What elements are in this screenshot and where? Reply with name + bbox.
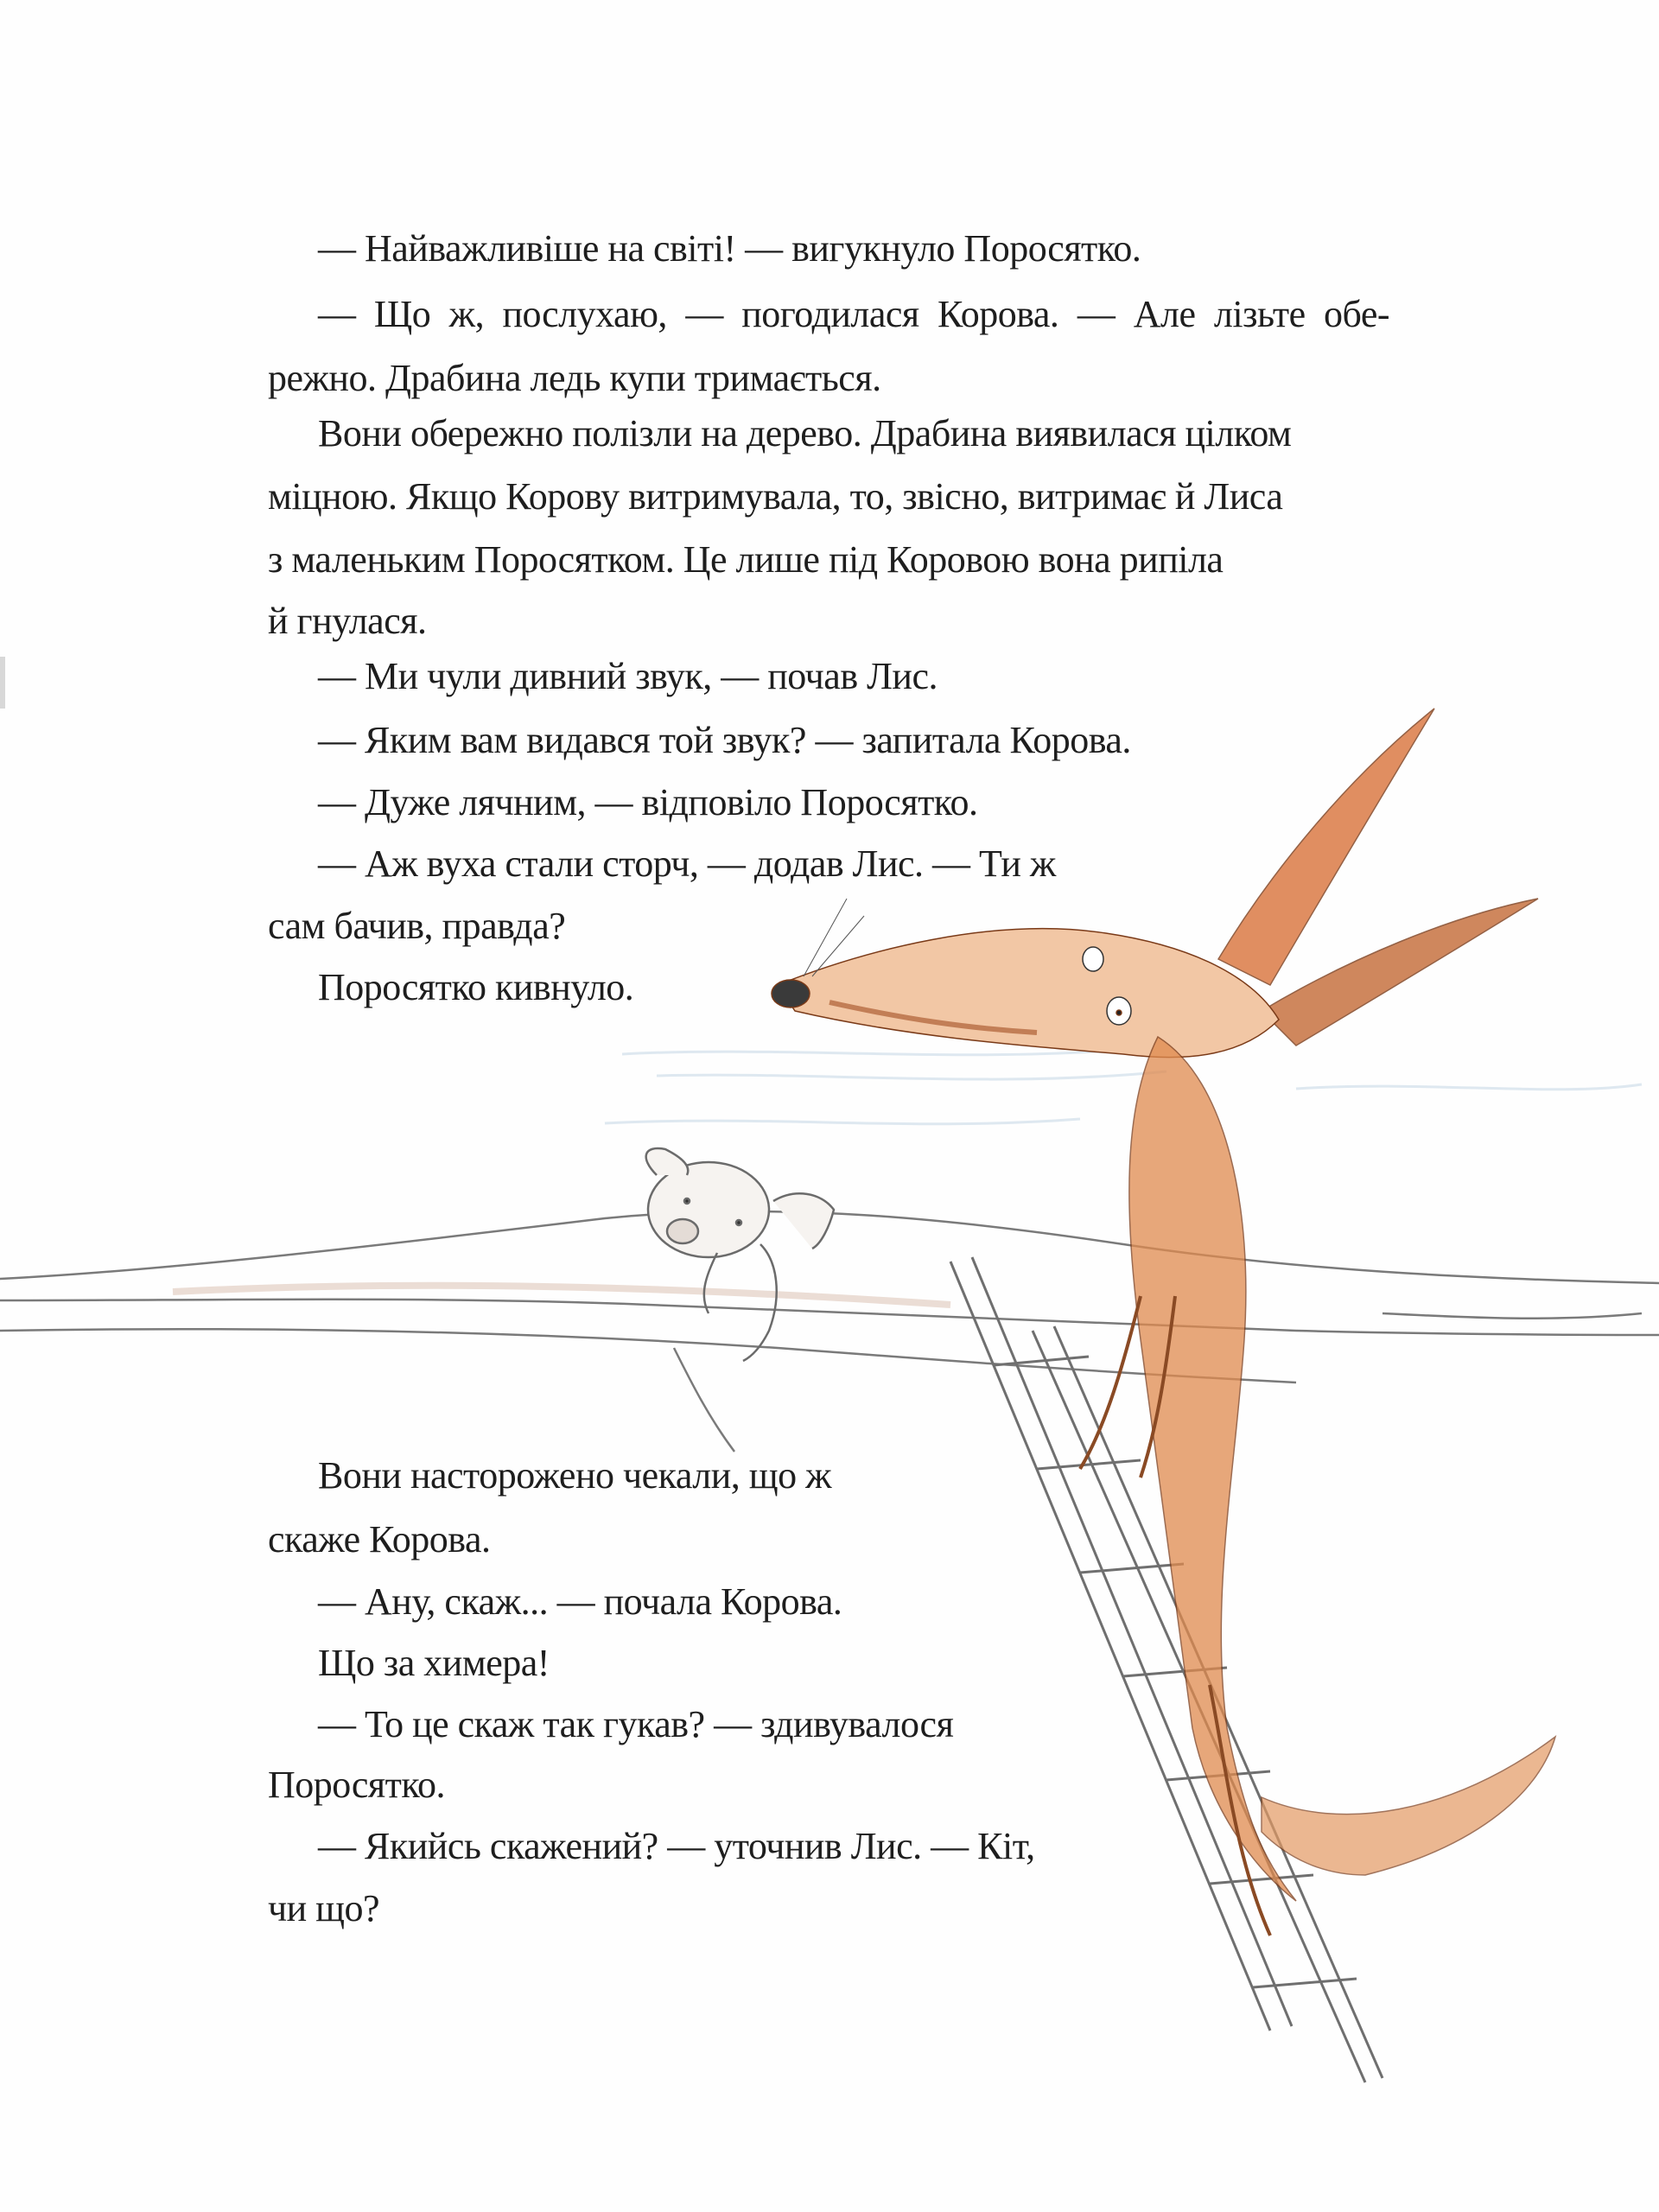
branch-tint bbox=[173, 1286, 950, 1305]
paragraph-line: чи що? bbox=[268, 1887, 380, 1929]
paragraph-line: Вони обережно полізли на дерево. Драбина виявилася цілком bbox=[318, 412, 1292, 454]
paragraph-line: Поросятко. bbox=[268, 1764, 446, 1806]
sky-strokes bbox=[605, 1050, 1642, 1124]
paragraph-line: й гнулася. bbox=[268, 600, 427, 642]
paragraph-line: — Дуже лячним, — відповіло Поросятко. bbox=[318, 781, 978, 823]
paragraph-line: — Яким вам видався той звук? — запитала Корова. bbox=[318, 719, 1131, 761]
paragraph-line: — Ану, скаж... — почала Корова. bbox=[318, 1580, 842, 1623]
tree-branch bbox=[0, 1211, 1659, 1452]
paragraph-line: Поросятко кивнуло. bbox=[318, 966, 634, 1008]
paragraph-line: режно. Драбина ледь купи тримається. bbox=[268, 357, 881, 399]
fox bbox=[772, 709, 1555, 1936]
paragraph-line: — Ми чули дивний звук, — почав Лис. bbox=[318, 655, 938, 697]
paragraph-line: Що за химера! bbox=[318, 1642, 550, 1684]
paragraph-line: міцною. Якщо Корову витримувала, то, звісно, витримає й Лиса bbox=[268, 475, 1283, 518]
page-edge-mark bbox=[0, 657, 5, 709]
paragraph-line: Вони насторожено чекали, що ж bbox=[318, 1454, 832, 1497]
paragraph-line: — Якийсь скажений? — уточнив Лис. — Кіт, bbox=[318, 1825, 1035, 1867]
paragraph-line: з маленьким Поросятком. Це лише під Коровою вона рипіла bbox=[268, 538, 1224, 581]
paragraph-line: сам бачив, правда? bbox=[268, 905, 566, 947]
paragraph-line: скаже Корова. bbox=[268, 1518, 491, 1560]
paragraph-line: — Найважливіше на світі! — вигукнуло Поросятко. bbox=[318, 227, 1141, 270]
paragraph-line: — То це скаж так гукав? — здивувалося bbox=[318, 1703, 954, 1745]
paragraph-line: — Аж вуха стали сторч, — додав Лис. — Ти ж bbox=[318, 842, 1056, 885]
paragraph-line: — Що ж, послухаю, — погодилася Корова. — Але лізьте обе- bbox=[318, 293, 1389, 335]
ladder bbox=[950, 1257, 1382, 2082]
piglet bbox=[646, 1148, 834, 1361]
